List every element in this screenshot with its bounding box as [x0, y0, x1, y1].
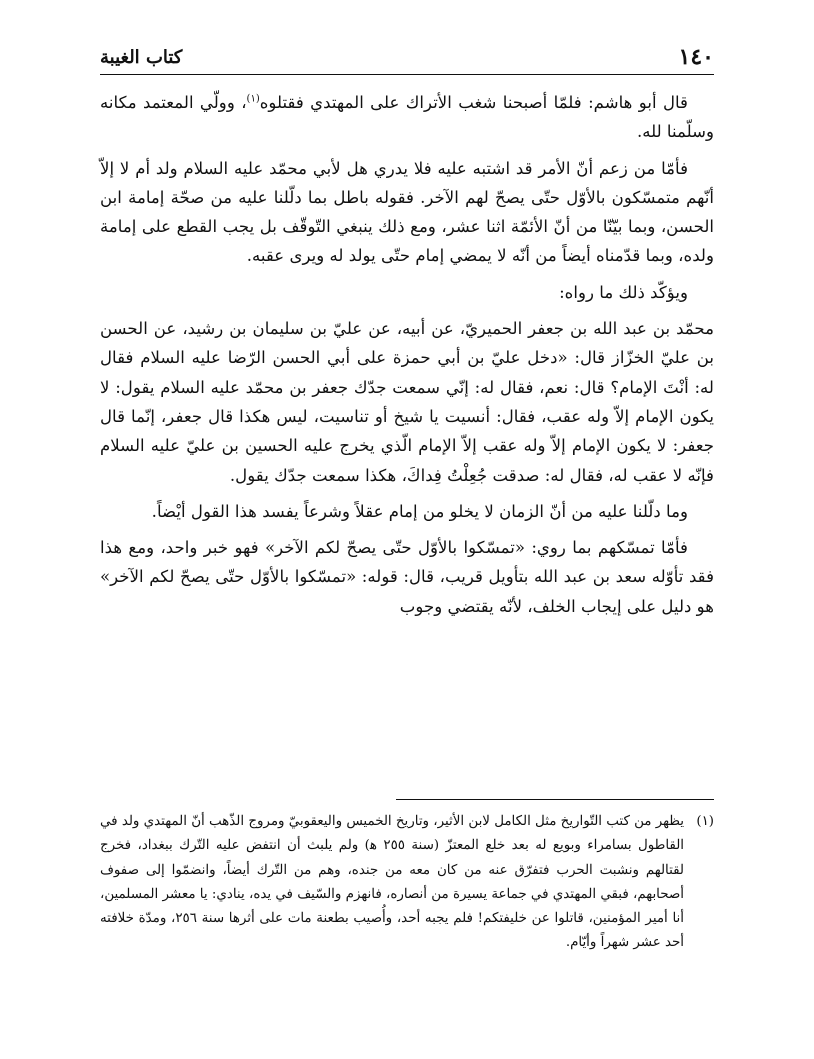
footnote — [100, 810, 714, 956]
footnote-marker: (١) — [246, 93, 260, 105]
paragraph-5: وما دلّلنا عليه من أنّ الزمان لا يخلو من إمام عقلاً وشرعاً يفسد هذا القول أيْضاً. — [151, 501, 688, 521]
paragraph-6: فأمّا تمسّكهم بما روي: «تمسّكوا بالأوّل حتّى يصحّ لكم الآخر» فهو خبر واحد، ومع هذا فقد تأوّله سعد بن عبد الله بتأويل قريب، قال: قوله: «تمسّكوا بالأوّل حتّى يصحّ لكم الآخر» هو دليل على إيجاب الخلف، لأنّه يقتضي وجوب — [100, 538, 714, 616]
footnote-number: (١) — [696, 814, 714, 829]
footnote-divider — [396, 799, 714, 800]
paragraph-1 — [100, 88, 714, 147]
page-number: ١٤٠ — [678, 44, 714, 70]
paragraph-4-narration: محمّد بن عبد الله بن جعفر الحميريّ، عن أبيه، عن عليّ بن سليمان بن رشيد، عن الحسن بن عليّ الخزّاز قال: «دخل عليّ بن أبي حمزة على أبي الحسن الرّضا عليه السلام فقال له: أنْتَ الإمام؟ قال: نعم، فقال له: إنّي سمعت جدّك جعفر بن محمّد عليه السلام يقول: لا يكون الإمام إلاّ وله عقب، فقال: أنسيت يا شيخ أو تناسيت، ليس هكذا قال جعفر، إنّما قال جعفر: لا يكون الإمام إلاّ وله عقب إلاّ الإمام الّذي يخرج عليه الحسين بن عليّ عليه السلام فإنّه لا عقب له، فقال له: صدقت جُعِلْتُ فِداكَ، هكذا سمعت جدّك يقول. — [100, 319, 714, 485]
page-header — [100, 44, 714, 75]
p1-text-end: ، وولّي المعتمد مكانه وسلّمنا لله. — [100, 93, 714, 142]
paragraph-3: ويؤكّد ذلك ما رواه: — [559, 282, 688, 302]
footnote-text: يظهر من كتب التّواريخ مثل الكامل لابن الأثير، وتاريخ الخميس واليعقوبيّ ومروج الذّهب أنّ المهتدي ولد في القاطول بسامراء وبويع له بعد خلع المعتزّ (سنة ٢٥٥ ﻫ) ولم يلبث أن انتفض عليه التّرك ببغداد، فخرج لقتالهم ونشبت الحرب فتفرّق عنه من كان معه من جنده، وهم من التّرك أيضاً، وانضمّوا إلى صفوف أصحابهم، فبقي المهتدي في جماعة يسيرة من أنصاره، فانهزم والسّيف في يده، ينادي: يا معشر المسلمين، أنا أمير المؤمنين، قاتلوا عن خليفتكم! فلم يجبه أحد، وأُصيب بطعنة مات على أثرها سنة ٢٥٦، ومدّة خلافته أحد عشر شهراً وأيّام. — [100, 814, 684, 951]
main-text — [100, 88, 714, 628]
paragraph-2: فأمّا من زعم أنّ الأمر قد اشتبه عليه فلا يدري هل لأبي محمّد عليه السلام ولد أم لا إلاّ أنّهم متمسّكون بالأوّل حتّى يصحّ لهم الآخر. فقوله باطل بما دلّلنا عليه من صحّة إمامة ابن الحسن، وبما بيّنّا من أنّ الأئمّة اثنا عشر، ومع ذلك ينبغي التّوقّف بل يجب القطع على إمامة ولده، وبما قدّمناه أيضاً من أنّه لا يمضي إمام حتّى يولد له ويرى عقبه. — [100, 158, 714, 266]
p1-text: قال أبو هاشم: فلمّا أصبحنا شغب الأتراك على المهتدي فقتلوه — [259, 93, 688, 112]
book-title: كتاب الغيبة — [100, 47, 183, 68]
